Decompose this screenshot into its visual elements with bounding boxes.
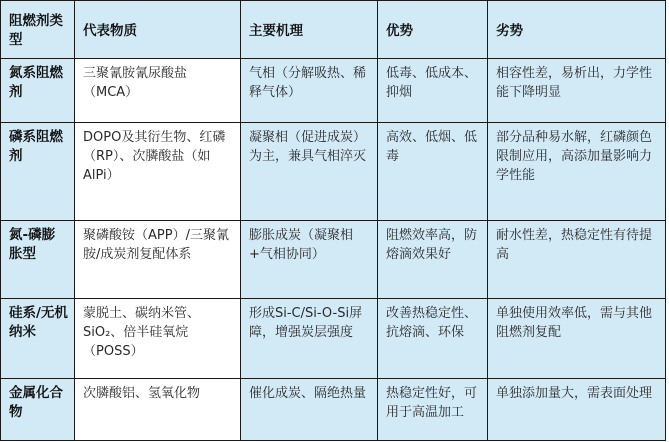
table-row (1, 221, 666, 299)
cell-type: 氮系阻燃剂 (1, 59, 75, 123)
header-advantage: 优势 (378, 1, 488, 59)
cell-disadvantage: 部分品种易水解，红磷颜色限制应用，高添加量影响力学性能 (488, 123, 666, 221)
cell-advantage: 热稳定性好，可用于高温加工 (378, 379, 488, 441)
cell-advantage: 阻燃效率高，防熔滴效果好 (378, 221, 488, 299)
cell-advantage: 低毒、低成本、抑烟 (378, 59, 488, 123)
cell-disadvantage: 耐水性差，热稳定性有待提高 (488, 221, 666, 299)
cell-advantage: 改善热稳定性、抗熔滴、环保 (378, 299, 488, 379)
cell-representative: 次膦酸铝、氢氧化物 (75, 379, 241, 441)
cell-type: 硅系/无机纳米 (1, 299, 75, 379)
cell-type: 氮-磷膨胀型 (1, 221, 75, 299)
header-type: 阻燃剂类型 (1, 1, 75, 59)
cell-mechanism: 凝聚相（促进成炭）为主，兼具气相淬灭 (241, 123, 378, 221)
cell-disadvantage: 单独使用效率低，需与其他阻燃剂复配 (488, 299, 666, 379)
cell-representative: 蒙脱土、碳纳米管、SiO₂、倍半硅氧烷（POSS） (75, 299, 241, 379)
cell-disadvantage: 单独添加量大，需表面处理 (488, 379, 666, 441)
cell-mechanism: 膨胀成炭（凝聚相+气相协同） (241, 221, 378, 299)
table-row (1, 299, 666, 379)
cell-mechanism: 形成Si-C/Si-O-Si屏障，增强炭层强度 (241, 299, 378, 379)
cell-mechanism: 催化成炭、隔绝热量 (241, 379, 378, 441)
table-row (1, 123, 666, 221)
table-row (1, 59, 666, 123)
table-row (1, 379, 666, 441)
cell-type: 磷系阻燃剂 (1, 123, 75, 221)
cell-type: 金属化合物 (1, 379, 75, 441)
table-header-row (1, 1, 666, 59)
cell-mechanism: 气相（分解吸热、稀释气体） (241, 59, 378, 123)
cell-representative: 聚磷酸铵（APP）/三聚氰胺/成炭剂复配体系 (75, 221, 241, 299)
cell-representative: DOPO及其衍生物、红磷（RP）、次膦酸盐（如AlPi） (75, 123, 241, 221)
cell-advantage: 高效、低烟、低毒 (378, 123, 488, 221)
cell-representative: 三聚氰胺氰尿酸盐（MCA） (75, 59, 241, 123)
cell-disadvantage: 相容性差，易析出，力学性能下降明显 (488, 59, 666, 123)
header-representative: 代表物质 (75, 1, 241, 59)
header-mechanism: 主要机理 (241, 1, 378, 59)
header-disadvantage: 劣势 (488, 1, 666, 59)
